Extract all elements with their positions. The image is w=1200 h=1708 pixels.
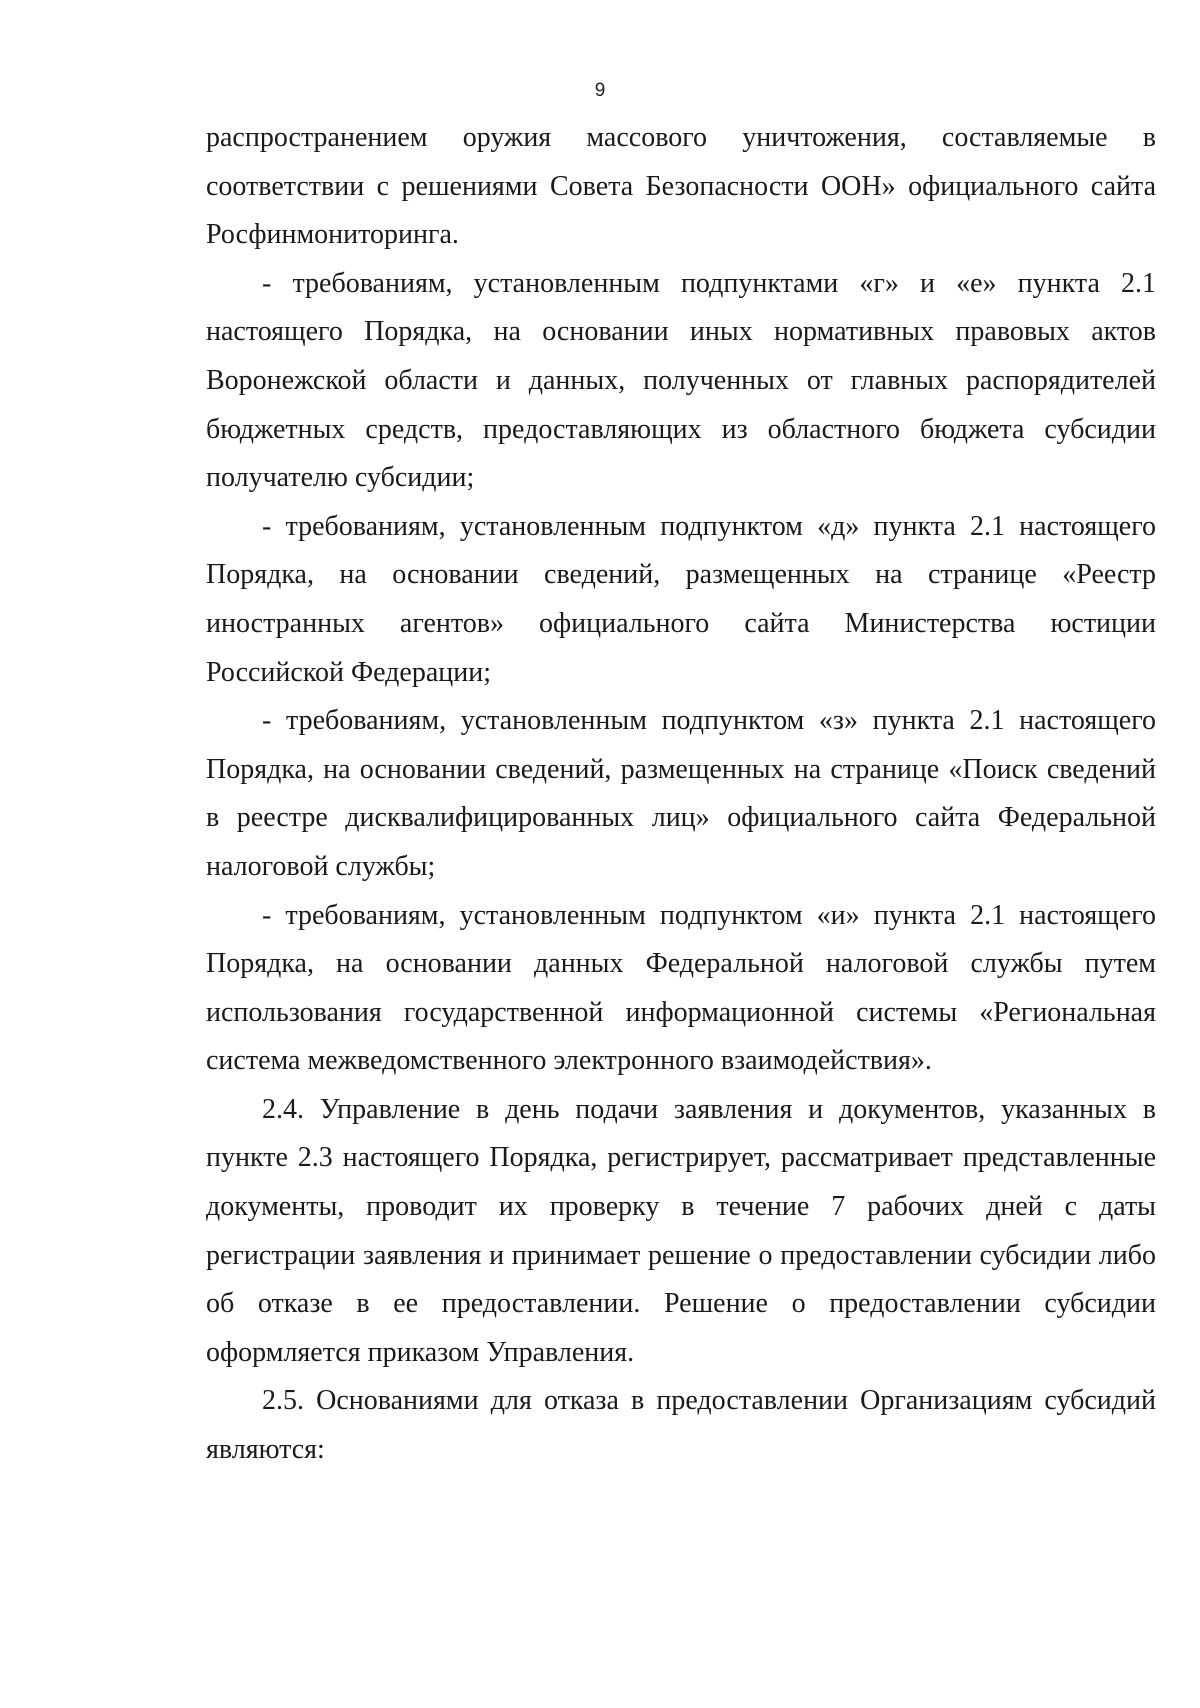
paragraph-clause-2-5: 2.5. Основаниями для отказа в предоставлении Организациям субсидий являются: [206, 1385, 1156, 1466]
paragraph-continuation: распространением оружия массового уничтожения, составляемые в соответствии с решениями Совета Безопасности ООН» официального сайта Росфинмониторинга. [206, 122, 1156, 251]
document-body [206, 114, 1156, 1475]
paragraph-requirements-i: - требованиям, установленным подпунктом «и» пункта 2.1 настоящего Порядка, на основании данных Федеральной налоговой службы путем использования государственной информационной системы «Региональная система межведомственного электронного взаимодействия». [206, 899, 1156, 1077]
page-number: 9 [594, 80, 606, 101]
paragraph-requirements-g-e: - требованиям, установленным подпунктами «г» и «е» пункта 2.1 настоящего Порядка, на основании иных нормативных правовых актов Воронежской области и данных, полученных от главных распорядителей бюджетных средств, предоставляющих из областного бюджета субсидии получателю субсидии; [206, 267, 1156, 494]
paragraph-requirements-d: - требованиям, установленным подпунктом «д» пункта 2.1 настоящего Порядка, на основании сведений, размещенных на странице «Реестр иностранных агентов» официального сайта Министерства юстиции Российской Федерации; [206, 510, 1156, 688]
paragraph-requirements-z: - требованиям, установленным подпунктом «з» пункта 2.1 настоящего Порядка, на основании сведений, размещенных на странице «Поиск сведений в реестре дисквалифицированных лиц» официального сайта Федеральной налоговой службы; [206, 705, 1156, 882]
paragraph-clause-2-4: 2.4. Управление в день подачи заявления и документов, указанных в пункте 2.3 настоящего Порядка, регистрирует, рассматривает представленные документы, проводит их проверку в течение 7 рабочих дней с даты регистрации заявления и принимает решение о предоставлении субсидии либо об отказе в ее предоставлении. Решение о предоставлении субсидии оформляется приказом Управления. [206, 1093, 1156, 1368]
